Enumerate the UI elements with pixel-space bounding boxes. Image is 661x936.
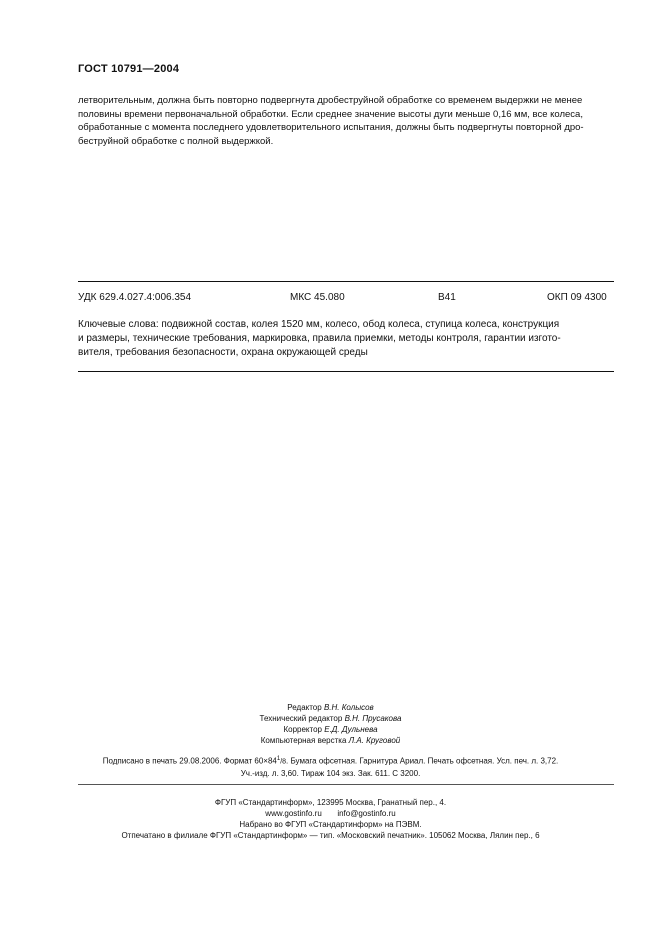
layout-label: Компьютерная верстка bbox=[260, 736, 347, 745]
editor-label: Редактор bbox=[287, 703, 322, 712]
document-header: ГОСТ 10791—2004 bbox=[78, 63, 180, 75]
layout-name: Л.А. Круговой bbox=[348, 736, 401, 745]
corrector-label: Корректор bbox=[283, 725, 322, 734]
imprint-rule bbox=[78, 784, 614, 785]
print-info-format: Подписано в печать 29.08.2006. Формат 60×84 bbox=[102, 756, 277, 766]
typeset-line: Набрано во ФГУП «Стандартинформ» на ПЭВМ. bbox=[239, 820, 422, 829]
body-line: летворительным, должна быть повторно подвергнута дробеструйной обработке со временем выдержки не менее bbox=[78, 95, 583, 106]
keywords-block bbox=[78, 318, 614, 360]
keywords-line: Ключевые слова: подвижной состав, колея 1520 мм, колесо, обод колеса, ступица колеса, конструкция bbox=[78, 319, 560, 330]
corrector-line bbox=[0, 724, 661, 735]
okp-code: ОКП 09 4300 bbox=[547, 292, 607, 303]
keywords-line: и размеры, технические требования, маркировка, правила приемки, методы контроля, гарантии изгото- bbox=[78, 333, 561, 344]
corrector-name: Е.Д. Дульнева bbox=[324, 725, 378, 734]
publisher-email: info@gostinfo.ru bbox=[337, 809, 396, 818]
tech-editor-label: Технический редактор bbox=[259, 714, 343, 723]
keywords-line: вителя, требования безопасности, охрана окружающей среды bbox=[78, 347, 368, 358]
format-fraction-numerator: 1 bbox=[276, 756, 281, 762]
body-line: половины времени первоначальной обработки. Если среднее значение высоты дуги меньше 0,16 мм, все колеса, bbox=[78, 108, 583, 120]
tech-editor-line bbox=[0, 713, 661, 724]
printed-line: Отпечатано в филиале ФГУП «Стандартинформ» — тип. «Московский печатник». 105062 Москва, Лялин пер., 6 bbox=[121, 831, 540, 840]
print-info-line2: Уч.-изд. л. 3,60. Тираж 104 экз. Зак. 611. С 3200. bbox=[240, 768, 421, 778]
layout-line bbox=[0, 735, 661, 746]
editor-line bbox=[0, 702, 661, 713]
body-paragraph bbox=[78, 94, 614, 148]
top-rule bbox=[78, 281, 614, 282]
staff-block bbox=[0, 702, 661, 746]
body-line: обработанные с момента последнего удовлетворительного испытания, должны быть подвергнуты повторной дро- bbox=[78, 122, 584, 133]
mks-code: МКС 45.080 bbox=[290, 292, 345, 303]
publisher-contacts bbox=[0, 808, 661, 819]
bottom-rule bbox=[78, 371, 614, 372]
format-fraction-denominator: /8 bbox=[280, 758, 287, 766]
publisher-site: www.gostinfo.ru bbox=[265, 809, 322, 818]
tech-editor-name: В.Н. Прусакова bbox=[344, 714, 402, 723]
print-info-paper: . Бумага офсетная. Гарнитура Ариал. Печать офсетная. Усл. печ. л. 3,72. bbox=[286, 756, 559, 766]
print-info-line1 bbox=[0, 754, 661, 768]
group-code: В41 bbox=[438, 292, 456, 303]
editor-name: В.Н. Колысов bbox=[323, 703, 374, 712]
print-info-block bbox=[0, 754, 661, 779]
publisher-block bbox=[0, 797, 661, 841]
publisher-address: ФГУП «Стандартинформ», 123995 Москва, Гранатный пер., 4. bbox=[214, 798, 447, 807]
body-line: беструйной обработке с полной выдержкой. bbox=[78, 135, 274, 147]
udk-code: УДК 629.4.027.4:006.354 bbox=[78, 292, 192, 303]
